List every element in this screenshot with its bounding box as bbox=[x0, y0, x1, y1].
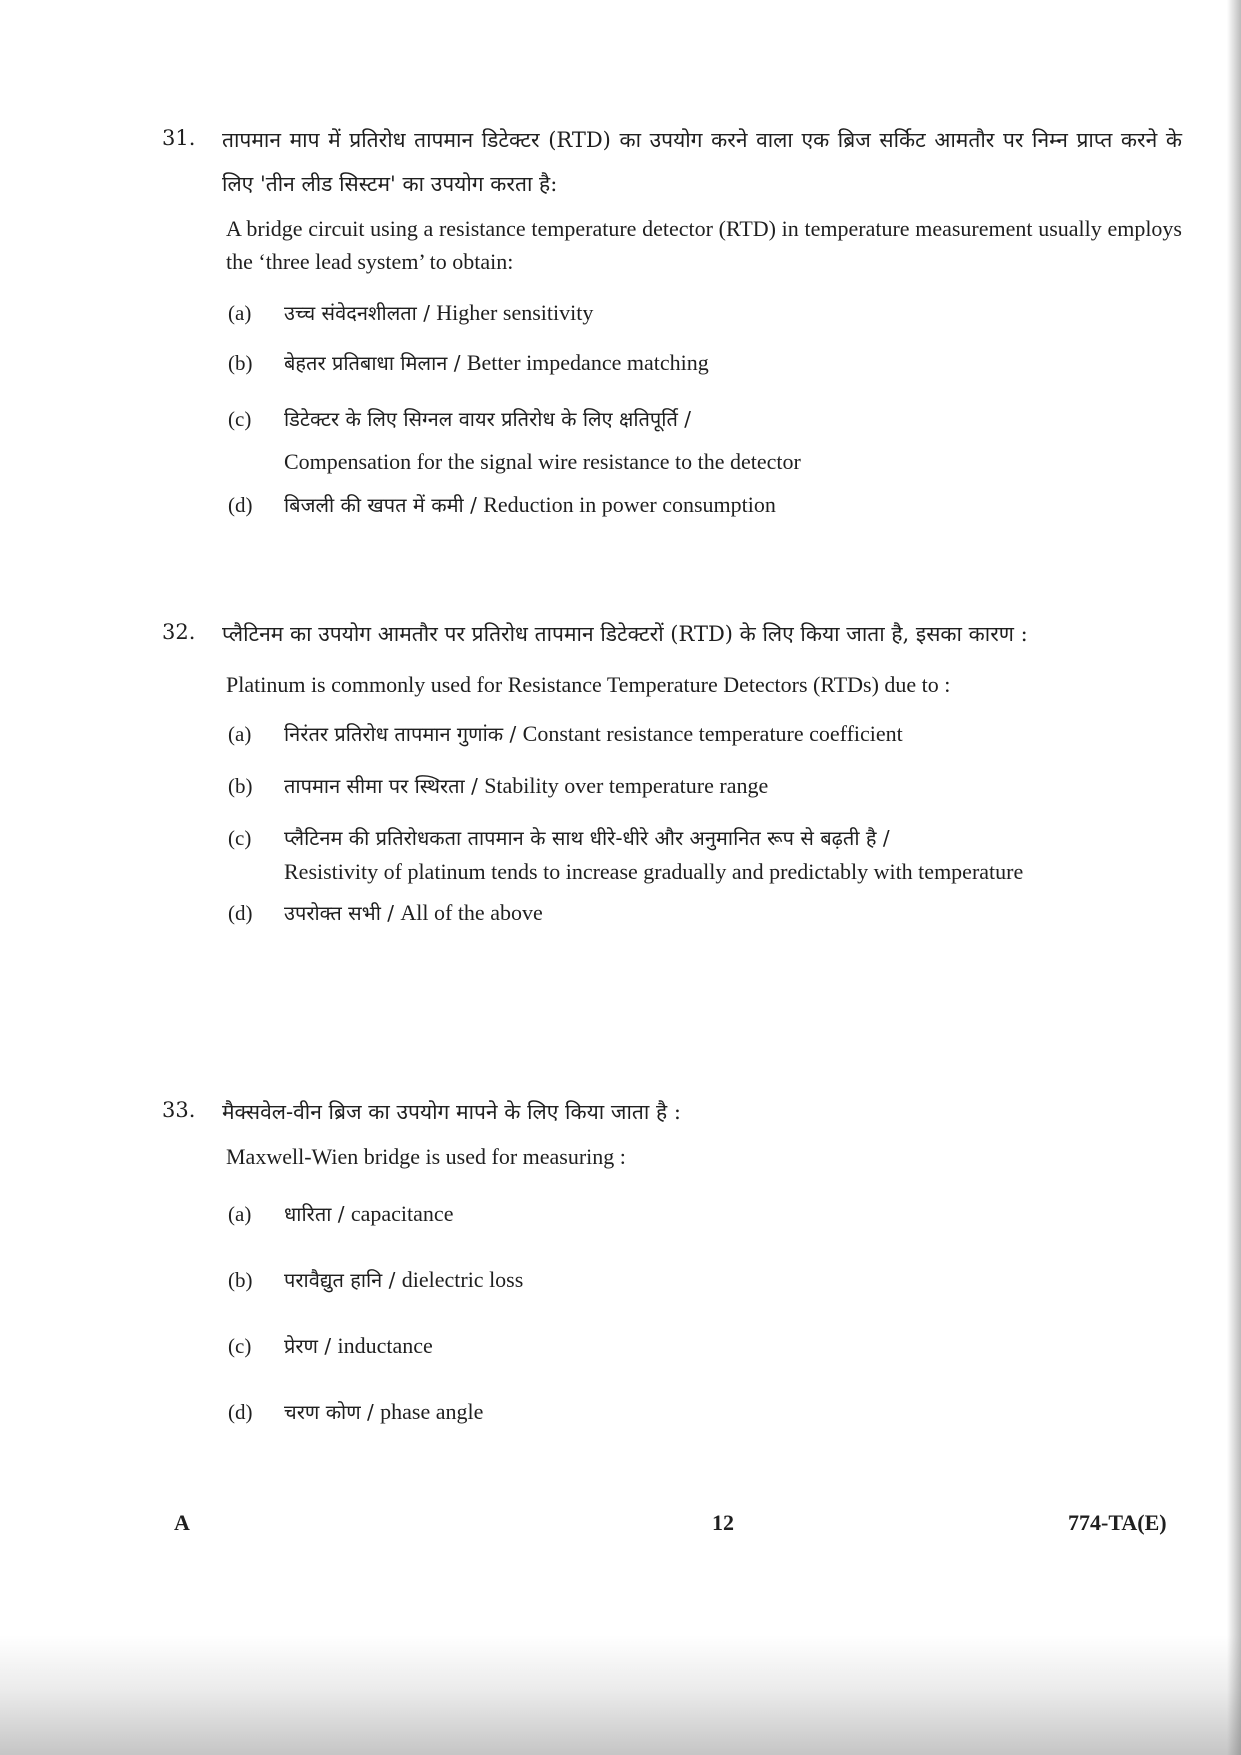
option-label: (d) bbox=[228, 493, 253, 517]
option-d[interactable] bbox=[228, 488, 1182, 522]
option-b[interactable] bbox=[228, 346, 1182, 380]
question-text-english: Maxwell-Wien bridge is used for measuring : bbox=[226, 1144, 626, 1169]
option-label: (c) bbox=[228, 407, 252, 431]
question-text-english: Platinum is commonly used for Resistance Temperature Detectors (RTDs) due to : bbox=[226, 672, 951, 697]
option-label: (d) bbox=[228, 901, 253, 925]
option-text-hindi: उपरोक्त सभी / bbox=[284, 901, 401, 925]
option-text-hindi: निरंतर प्रतिरोध तापमान गुणांक / bbox=[284, 722, 523, 746]
option-label: (b) bbox=[228, 1268, 253, 1292]
question-text-hindi: तापमान माप में प्रतिरोध तापमान डिटेक्टर (RTD) का उपयोग करने वाला एक ब्रिज सर्किट आमतौर पर निम्न प्राप्त करने के लिए 'तीन लीड सिस्टम' का उपयोग करता है: bbox=[222, 128, 1182, 196]
option-label: (a) bbox=[228, 301, 252, 325]
question-32 bbox=[162, 612, 1182, 930]
option-text-hindi: उच्च संवेदनशीलता / bbox=[284, 301, 437, 325]
paper-code: 774-TA(E) bbox=[1068, 1510, 1167, 1535]
option-text-hindi: चरण कोण / bbox=[284, 1400, 381, 1424]
option-text-english: Stability over temperature range bbox=[484, 773, 769, 798]
page-edge-shadow bbox=[1227, 0, 1241, 1755]
option-label: (d) bbox=[228, 1400, 253, 1424]
option-text-hindi: बेहतर प्रतिबाधा मिलान / bbox=[284, 351, 467, 375]
option-c[interactable] bbox=[228, 821, 1182, 888]
option-d[interactable] bbox=[228, 896, 1182, 930]
option-text-english: Better impedance matching bbox=[466, 350, 709, 375]
option-text-hindi: परावैद्युत हानि / bbox=[284, 1268, 402, 1292]
question-31 bbox=[162, 118, 1182, 522]
option-c[interactable] bbox=[228, 396, 1182, 482]
option-text-english: dielectric loss bbox=[401, 1267, 524, 1292]
option-b[interactable] bbox=[228, 1263, 1182, 1297]
option-text-hindi: डिटेक्टर के लिए सिग्नल वायर प्रतिरोध के लिए क्षतिपूर्ति / bbox=[284, 407, 691, 431]
page-number: 12 bbox=[712, 1510, 734, 1535]
series-code: A bbox=[174, 1510, 190, 1535]
option-label: (c) bbox=[228, 1334, 252, 1358]
option-text-english: Constant resistance temperature coefficient bbox=[522, 721, 903, 746]
option-text-hindi: प्रेरण / bbox=[284, 1334, 338, 1358]
option-text-english: phase angle bbox=[380, 1399, 484, 1424]
option-text-hindi: तापमान सीमा पर स्थिरता / bbox=[284, 774, 485, 798]
option-a[interactable] bbox=[228, 1197, 1182, 1231]
question-number: 31. bbox=[162, 126, 196, 150]
option-label: (b) bbox=[228, 351, 253, 375]
question-text-hindi: मैक्सवेल-वीन ब्रिज का उपयोग मापने के लिए किया जाता है : bbox=[222, 1100, 681, 1124]
option-label: (a) bbox=[228, 1202, 252, 1226]
option-text-english: Reduction in power consumption bbox=[483, 492, 776, 517]
question-33 bbox=[162, 1090, 1182, 1429]
option-text-english: inductance bbox=[337, 1333, 433, 1358]
option-text-hindi: बिजली की खपत में कमी / bbox=[284, 493, 484, 517]
option-label: (a) bbox=[228, 722, 252, 746]
question-text-hindi: प्लैटिनम का उपयोग आमतौर पर प्रतिरोध तापमान डिटेक्टरों (RTD) के लिए किया जाता है, इसका कारण : bbox=[222, 622, 1028, 646]
option-text-english: All of the above bbox=[400, 900, 543, 925]
option-c[interactable] bbox=[228, 1329, 1182, 1363]
option-text-hindi: प्लैटिनम की प्रतिरोधकता तापमान के साथ धीरे-धीरे और अनुमानित रूप से बढ़ती है / bbox=[284, 826, 890, 850]
option-text-english: Compensation for the signal wire resistance to the detector bbox=[284, 449, 801, 474]
option-text-english: capacitance bbox=[350, 1201, 454, 1226]
question-number: 32. bbox=[162, 620, 196, 644]
option-label: (b) bbox=[228, 774, 253, 798]
scan-shadow bbox=[0, 1635, 1241, 1755]
option-text-english: Resistivity of platinum tends to increase gradually and predictably with temperature bbox=[284, 859, 1024, 884]
option-label: (c) bbox=[228, 826, 252, 850]
option-text-hindi: धारिता / bbox=[284, 1202, 351, 1226]
question-number: 33. bbox=[162, 1098, 196, 1122]
option-d[interactable] bbox=[228, 1395, 1182, 1429]
option-a[interactable] bbox=[228, 717, 1182, 751]
option-b[interactable] bbox=[228, 769, 1182, 803]
option-a[interactable] bbox=[228, 296, 1182, 330]
option-text-english: Higher sensitivity bbox=[436, 300, 594, 325]
question-text-english: A bridge circuit using a resistance temperature detector (RTD) in temperature measurement usually employs the ‘three lead system’ to obtain: bbox=[226, 216, 1182, 274]
